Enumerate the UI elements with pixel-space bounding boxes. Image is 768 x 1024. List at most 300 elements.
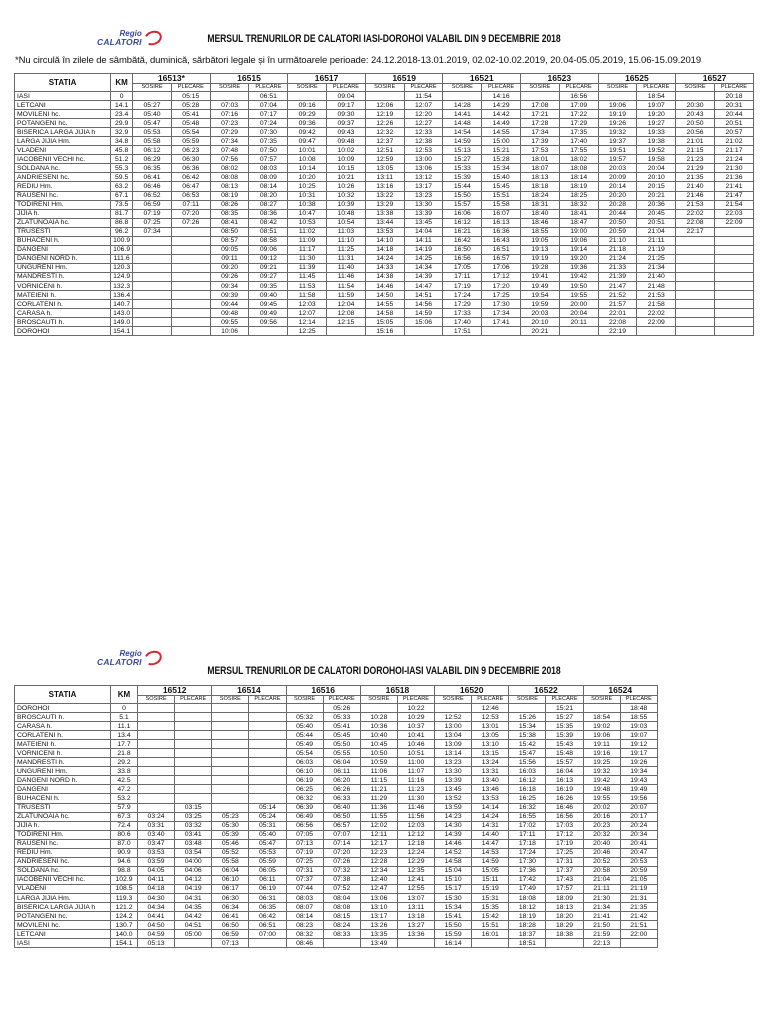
station-km: 80.6	[111, 830, 138, 839]
departure-time: 09:35	[249, 281, 288, 290]
arrival-time: 13:49	[360, 939, 397, 948]
departure-time	[714, 281, 753, 290]
arrival-time: 13:26	[360, 921, 397, 930]
arrival-time	[676, 245, 715, 254]
departure-time: 06:23	[171, 146, 210, 155]
station-km: 17.7	[111, 740, 138, 749]
arrival-time: 15:16	[365, 327, 404, 336]
departure-time: 20:47	[620, 848, 657, 857]
departure-time	[175, 794, 212, 803]
departure-time: 03:54	[175, 848, 212, 857]
station-km: 67.3	[111, 812, 138, 821]
arrival-time: 16:18	[509, 785, 546, 794]
departure-time: 14:04	[404, 227, 443, 236]
departure-time	[175, 713, 212, 722]
departure-time: 15:31	[472, 893, 509, 902]
arrival-time: 14:52	[435, 848, 472, 857]
station-name: CARASA h.	[15, 722, 111, 731]
arrival-subheader: SOSIRE	[365, 84, 404, 92]
arrival-time: 16:56	[443, 254, 482, 263]
departure-time: 12:27	[404, 119, 443, 128]
station-name: DOROHOI	[15, 704, 111, 713]
table-row	[15, 704, 658, 713]
arrival-time: 21:33	[598, 263, 637, 272]
table-row	[15, 182, 754, 191]
departure-time: 12:24	[397, 848, 434, 857]
departure-time: 16:56	[559, 92, 598, 101]
departure-time: 14:47	[472, 839, 509, 848]
departure-time: 19:20	[559, 254, 598, 263]
departure-time: 04:42	[175, 912, 212, 921]
departure-time: 17:57	[546, 884, 583, 893]
column-header-station: STATIA	[15, 74, 111, 92]
departure-time: 07:32	[323, 866, 360, 875]
departure-subheader: PLECARE	[620, 696, 657, 704]
station-km: 5.1	[111, 713, 138, 722]
arrival-time	[288, 92, 327, 101]
departure-time: 03:32	[175, 821, 212, 830]
station-km: 57.9	[111, 803, 138, 812]
departure-time: 20:44	[714, 110, 753, 119]
departure-time	[171, 309, 210, 318]
station-name: BROSCAUTI h.	[15, 713, 111, 722]
station-km: 121.2	[111, 903, 138, 912]
arrival-time: 17:28	[521, 119, 560, 128]
arrival-time: 11:30	[288, 254, 327, 263]
departure-time: 09:12	[249, 254, 288, 263]
departure-time	[171, 318, 210, 327]
departure-time: 12:04	[327, 300, 366, 309]
departure-time: 11:59	[327, 291, 366, 300]
station-km: 87.0	[111, 839, 138, 848]
departure-time: 21:58	[637, 300, 676, 309]
table-row	[15, 309, 754, 318]
arrival-time: 13:17	[360, 912, 397, 921]
station-name: LARGA JIJIA Hm.	[15, 893, 111, 902]
arrival-time: 22:08	[598, 318, 637, 327]
arrival-time: 20:28	[598, 200, 637, 209]
departure-time	[175, 776, 212, 785]
station-name: DANGENI	[15, 245, 111, 254]
arrival-time: 19:37	[598, 137, 637, 146]
departure-time: 22:02	[637, 309, 676, 318]
departure-time: 15:51	[482, 191, 521, 200]
station-name: MANDRESTI h.	[15, 272, 111, 281]
arrival-time: 09:44	[210, 300, 249, 309]
departure-time: 05:55	[323, 749, 360, 758]
departure-time	[404, 327, 443, 336]
train-number-header: 16520	[435, 686, 509, 696]
timetable-title-iasi-dorohoi: MERSUL TRENURILOR DE CALATORI IASI-DOROHOI VALABIL DIN 9 DECEMBRIE 2018	[207, 31, 561, 45]
arrival-time	[286, 704, 323, 713]
station-km: 59.5	[111, 173, 133, 182]
arrival-time: 04:50	[138, 921, 175, 930]
arrival-time	[133, 245, 172, 254]
departure-time: 19:27	[637, 119, 676, 128]
departure-time: 07:14	[323, 839, 360, 848]
departure-time: 20:41	[620, 839, 657, 848]
arrival-time: 21:34	[583, 903, 620, 912]
arrival-time: 09:29	[288, 110, 327, 119]
departure-time: 13:17	[404, 182, 443, 191]
station-name: VORNICENI h.	[15, 749, 111, 758]
arrival-time: 12:06	[365, 101, 404, 110]
departure-time: 20:51	[714, 119, 753, 128]
departure-time	[714, 236, 753, 245]
arrival-time: 05:30	[212, 821, 249, 830]
arrival-time: 05:40	[286, 722, 323, 731]
train-number-header: 16516	[286, 686, 360, 696]
departure-time: 08:33	[323, 930, 360, 939]
arrival-time: 13:09	[435, 740, 472, 749]
departure-time: 11:10	[327, 236, 366, 245]
arrival-time: 19:51	[598, 146, 637, 155]
arrival-subheader: SOSIRE	[360, 696, 397, 704]
arrival-time: 13:06	[360, 893, 397, 902]
departure-time: 21:30	[714, 164, 753, 173]
timetable-title-dorohoi-iasi: MERSUL TRENURILOR DE CALATORI DOROHOI-IASI VALABIL DIN 9 DECEMBRIE 2018	[207, 663, 561, 677]
departure-time: 15:35	[472, 903, 509, 912]
arrival-time	[521, 92, 560, 101]
arrival-time: 18:13	[521, 173, 560, 182]
departure-time	[175, 731, 212, 740]
arrival-time: 05:23	[212, 812, 249, 821]
arrival-time: 07:34	[133, 227, 172, 236]
arrival-time: 08:35	[210, 209, 249, 218]
arrival-time: 11:53	[288, 281, 327, 290]
departure-time: 15:58	[482, 200, 521, 209]
departure-time: 08:24	[323, 921, 360, 930]
arrival-time: 07:34	[210, 137, 249, 146]
arrival-time: 13:52	[435, 794, 472, 803]
departure-time: 19:20	[637, 110, 676, 119]
departure-time: 17:40	[559, 137, 598, 146]
arrival-time: 19:06	[583, 731, 620, 740]
departure-time: 18:29	[546, 921, 583, 930]
departure-time: 21:40	[637, 272, 676, 281]
departure-time: 09:49	[249, 309, 288, 318]
departure-time: 11:31	[327, 254, 366, 263]
departure-time: 06:47	[171, 182, 210, 191]
arrival-time: 13:05	[365, 164, 404, 173]
arrival-time: 14:33	[365, 263, 404, 272]
table-row	[15, 92, 754, 101]
arrival-time: 18:18	[521, 182, 560, 191]
departure-time: 20:04	[559, 309, 598, 318]
departure-time: 15:34	[482, 164, 521, 173]
arrival-subheader: SOSIRE	[435, 696, 472, 704]
arrival-time: 12:17	[360, 839, 397, 848]
departure-time: 12:03	[397, 821, 434, 830]
departure-time: 19:38	[637, 137, 676, 146]
departure-time: 08:36	[249, 209, 288, 218]
departure-time: 14:59	[472, 857, 509, 866]
table-row	[15, 912, 658, 921]
departure-time: 15:21	[482, 146, 521, 155]
departure-time: 05:41	[171, 110, 210, 119]
departure-time: 15:06	[404, 318, 443, 327]
arrival-time: 16:32	[509, 803, 546, 812]
departure-time	[175, 749, 212, 758]
departure-time	[249, 767, 286, 776]
arrival-time: 11:55	[360, 812, 397, 821]
departure-time: 12:46	[472, 704, 509, 713]
departure-time: 15:57	[546, 758, 583, 767]
arrival-time: 08:19	[210, 191, 249, 200]
arrival-time	[360, 704, 397, 713]
arrival-time: 12:23	[360, 848, 397, 857]
arrival-time: 17:51	[443, 327, 482, 336]
arrival-time: 15:50	[435, 921, 472, 930]
train-number-header: 16515	[210, 74, 288, 84]
departure-time	[472, 939, 509, 948]
departure-time: 17:29	[559, 119, 598, 128]
table-row	[15, 155, 754, 164]
departure-time: 15:51	[472, 921, 509, 930]
departure-time	[175, 939, 212, 948]
departure-subheader: PLECARE	[714, 84, 753, 92]
departure-time: 19:00	[559, 227, 598, 236]
arrival-time: 05:32	[286, 713, 323, 722]
arrival-time: 14:18	[365, 245, 404, 254]
departure-time	[175, 704, 212, 713]
column-header-station: STATIA	[15, 686, 111, 704]
arrival-time: 18:08	[509, 893, 546, 902]
arrival-time: 12:25	[288, 327, 327, 336]
departure-time: 10:32	[327, 191, 366, 200]
departure-time: 06:40	[323, 803, 360, 812]
arrival-time: 11:06	[360, 767, 397, 776]
station-name: REDIU Hm.	[15, 182, 111, 191]
departure-time: 20:57	[714, 128, 753, 137]
station-km: 124.2	[111, 912, 138, 921]
table-row	[15, 281, 754, 290]
table-row	[15, 884, 658, 893]
arrival-time: 07:25	[133, 218, 172, 227]
arrival-time: 18:24	[521, 191, 560, 200]
departure-time: 21:05	[620, 875, 657, 884]
arrival-time: 13:16	[365, 182, 404, 191]
departure-time: 09:48	[327, 137, 366, 146]
arrival-time	[138, 740, 175, 749]
departure-time: 11:23	[397, 785, 434, 794]
arrival-time: 18:46	[521, 218, 560, 227]
departure-time: 21:41	[714, 182, 753, 191]
station-name: POTANGENI hc.	[15, 119, 111, 128]
logo-line2: CALATORI	[97, 37, 142, 47]
station-km: 96.2	[111, 227, 133, 236]
arrival-time: 18:55	[521, 227, 560, 236]
logo-line1: Regio	[119, 29, 142, 38]
departure-time: 19:34	[620, 767, 657, 776]
departure-time: 07:11	[171, 200, 210, 209]
station-name: RAUSENI hc.	[15, 839, 111, 848]
arrival-time: 12:14	[288, 318, 327, 327]
table-row	[15, 164, 754, 173]
arrival-time: 04:34	[138, 903, 175, 912]
departure-time	[175, 785, 212, 794]
station-name: ANDRIESENI hc.	[15, 173, 111, 182]
table-row	[15, 713, 658, 722]
station-name: LARGA JIJIA Hm.	[15, 137, 111, 146]
arrival-time	[676, 272, 715, 281]
departure-time: 17:35	[559, 128, 598, 137]
arrival-time: 19:57	[598, 155, 637, 164]
arrival-time: 14:46	[435, 839, 472, 848]
arrival-time: 05:53	[133, 128, 172, 137]
station-km: 149.0	[111, 318, 133, 327]
arrival-time: 09:34	[210, 281, 249, 290]
departure-time: 20:07	[620, 803, 657, 812]
departure-time: 13:31	[472, 767, 509, 776]
departure-subheader: PLECARE	[546, 696, 583, 704]
arrival-time: 20:44	[598, 209, 637, 218]
arrival-time: 19:13	[521, 245, 560, 254]
station-km: 140.7	[111, 300, 133, 309]
arrival-time: 17:49	[509, 884, 546, 893]
departure-time: 06:51	[249, 92, 288, 101]
station-km: 130.7	[111, 921, 138, 930]
arrival-time: 21:11	[583, 884, 620, 893]
arrival-time	[133, 291, 172, 300]
departure-time: 05:59	[171, 137, 210, 146]
arrival-time: 11:58	[288, 291, 327, 300]
station-name: LETCANI	[15, 101, 111, 110]
departure-time: 14:34	[404, 263, 443, 272]
departure-time: 06:35	[249, 903, 286, 912]
arrival-time: 17:24	[443, 291, 482, 300]
arrival-time: 20:52	[583, 857, 620, 866]
departure-time: 06:11	[323, 767, 360, 776]
station-name: POTANGENI hc.	[15, 912, 111, 921]
arrival-time: 12:32	[365, 128, 404, 137]
departure-time: 10:21	[327, 173, 366, 182]
arrival-time: 16:03	[509, 767, 546, 776]
arrival-time	[435, 704, 472, 713]
departure-time: 20:31	[714, 101, 753, 110]
arrival-subheader: SOSIRE	[133, 84, 172, 92]
departure-time: 15:05	[472, 866, 509, 875]
table-row	[15, 875, 658, 884]
arrival-time: 20:02	[583, 803, 620, 812]
station-name: SOLDANA hc.	[15, 866, 111, 875]
arrival-time: 14:54	[443, 128, 482, 137]
departure-time: 18:32	[559, 200, 598, 209]
departure-time: 12:41	[397, 875, 434, 884]
arrival-time: 15:56	[509, 758, 546, 767]
departure-time: 14:49	[482, 119, 521, 128]
arrival-time: 11:09	[288, 236, 327, 245]
departure-time: 09:45	[249, 300, 288, 309]
departure-time: 06:05	[249, 866, 286, 875]
arrival-time: 10:06	[210, 327, 249, 336]
station-name: DOROHOI	[15, 327, 111, 336]
table-row	[15, 209, 754, 218]
arrival-time: 08:13	[210, 182, 249, 191]
arrival-time: 12:28	[360, 857, 397, 866]
station-km: 106.9	[111, 245, 133, 254]
station-name: CORLATENI h.	[15, 300, 111, 309]
departure-time: 12:35	[397, 866, 434, 875]
arrival-time: 07:37	[286, 875, 323, 884]
departure-time: 15:35	[546, 722, 583, 731]
arrival-time: 12:37	[365, 137, 404, 146]
station-name: TODIRENI Hm.	[15, 200, 111, 209]
arrival-time	[138, 776, 175, 785]
departure-time: 19:49	[620, 785, 657, 794]
arrival-time: 08:57	[210, 236, 249, 245]
departure-time: 11:46	[327, 272, 366, 281]
arrival-time: 05:47	[133, 119, 172, 128]
arrival-time: 17:11	[509, 830, 546, 839]
arrival-time: 15:41	[435, 912, 472, 921]
arrival-subheader: SOSIRE	[210, 84, 249, 92]
arrival-time: 05:49	[286, 740, 323, 749]
arrival-time: 09:26	[210, 272, 249, 281]
arrival-time: 15:33	[443, 164, 482, 173]
arrival-time: 20:21	[521, 327, 560, 336]
station-name: BUHACENI h.	[15, 236, 111, 245]
table-row	[15, 227, 754, 236]
arrival-time: 14:46	[365, 281, 404, 290]
station-km: 53.2	[111, 794, 138, 803]
arrival-time: 05:46	[212, 839, 249, 848]
table-row	[15, 830, 658, 839]
station-name: UNGURENI Hm.	[15, 767, 111, 776]
departure-time: 12:53	[472, 713, 509, 722]
departure-time: 20:45	[637, 209, 676, 218]
station-km: 143.0	[111, 309, 133, 318]
table-row	[15, 939, 658, 948]
departure-time: 12:38	[404, 137, 443, 146]
departure-time: 08:58	[249, 236, 288, 245]
arrival-time: 20:32	[583, 830, 620, 839]
table-row	[15, 146, 754, 155]
departure-time: 13:18	[397, 912, 434, 921]
arrival-time: 19:11	[583, 740, 620, 749]
departure-time: 13:30	[404, 200, 443, 209]
departure-time: 16:13	[546, 776, 583, 785]
departure-time: 06:53	[171, 191, 210, 200]
table-row	[15, 327, 754, 336]
arrival-time: 21:10	[598, 236, 637, 245]
arrival-time: 21:18	[598, 245, 637, 254]
departure-time: 17:06	[482, 263, 521, 272]
departure-time: 18:13	[546, 903, 583, 912]
table-row	[15, 740, 658, 749]
arrival-time: 10:31	[288, 191, 327, 200]
departure-time: 06:30	[171, 155, 210, 164]
arrival-time: 21:29	[676, 164, 715, 173]
departure-time	[546, 939, 583, 948]
departure-time: 07:30	[249, 128, 288, 137]
departure-time: 19:43	[620, 776, 657, 785]
departure-time: 07:52	[323, 884, 360, 893]
arrival-time: 10:08	[288, 155, 327, 164]
departure-time: 19:52	[637, 146, 676, 155]
departure-time: 06:20	[323, 776, 360, 785]
departure-time: 05:50	[323, 740, 360, 749]
arrival-time: 22:17	[676, 227, 715, 236]
departure-time: 06:31	[249, 893, 286, 902]
column-header-km: KM	[111, 74, 133, 92]
arrival-time: 14:48	[443, 119, 482, 128]
departure-time: 05:45	[323, 731, 360, 740]
arrival-time: 21:52	[598, 291, 637, 300]
departure-time: 14:59	[404, 309, 443, 318]
departure-time: 21:54	[714, 200, 753, 209]
departure-time: 18:19	[559, 182, 598, 191]
